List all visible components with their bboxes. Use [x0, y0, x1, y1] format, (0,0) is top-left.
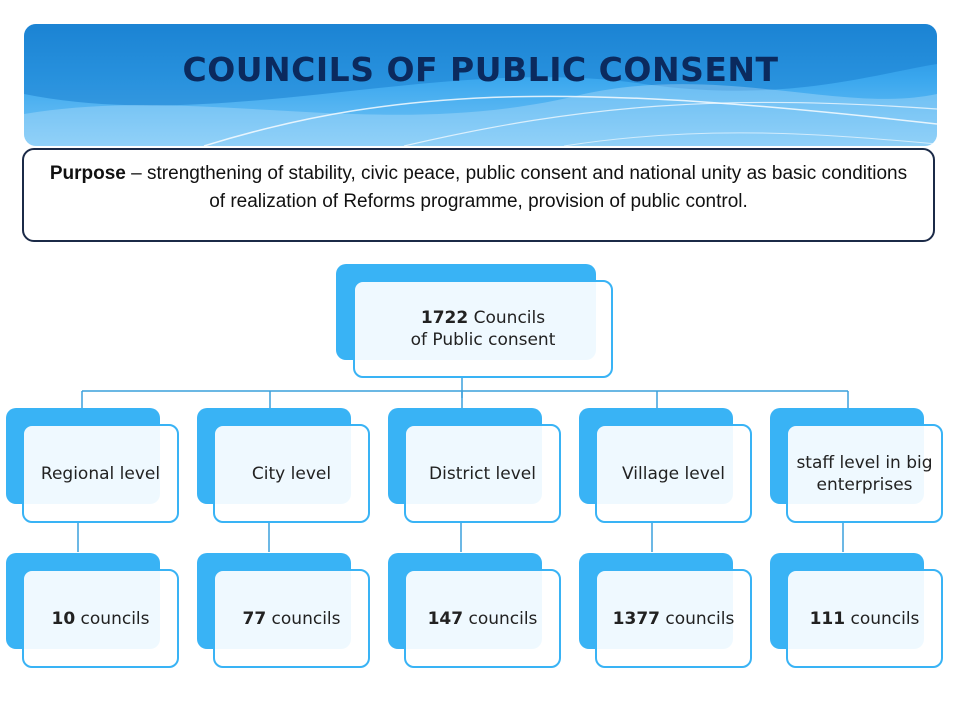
count-unit: councils: [266, 608, 341, 629]
count-unit: councils: [75, 608, 150, 629]
root-count: 1722: [420, 308, 469, 328]
count-number: 111: [809, 608, 846, 629]
count-node-regional: [22, 569, 179, 668]
count-node-city: [213, 569, 370, 668]
root-node: [353, 280, 613, 378]
root-text-line1: Councils: [468, 308, 546, 328]
count-node-staff: [786, 569, 943, 668]
level-node-regional: [22, 424, 179, 523]
level-label: staff level in big enterprises: [796, 452, 933, 495]
count-number: 147: [427, 608, 464, 629]
level-node-village: [595, 424, 752, 523]
count-unit: councils: [659, 608, 735, 629]
root-text-line2: of Public consent: [410, 330, 556, 350]
level-label: District level: [429, 463, 536, 484]
level-label: Regional level: [40, 463, 161, 484]
level-label: Village level: [622, 463, 725, 484]
count-unit: councils: [463, 608, 538, 629]
page-title: COUNCILS OF PUBLIC CONSENT: [182, 50, 779, 89]
count-node-district: [404, 569, 561, 668]
level-node-staff: [786, 424, 943, 523]
count-node-village: [595, 569, 752, 668]
level-node-district: [404, 424, 561, 523]
purpose-text: – strengthening of stability, civic peace, public consent and national unity as basic conditions of realization of Reforms programme, provision of public control.: [125, 163, 908, 212]
count-number: 10: [51, 608, 76, 629]
count-number: 77: [242, 608, 267, 629]
level-node-city: [213, 424, 370, 523]
count-number: 1377: [612, 608, 660, 629]
level-label: City level: [251, 463, 332, 484]
count-unit: councils: [845, 608, 920, 629]
purpose-label: Purpose: [49, 163, 126, 184]
